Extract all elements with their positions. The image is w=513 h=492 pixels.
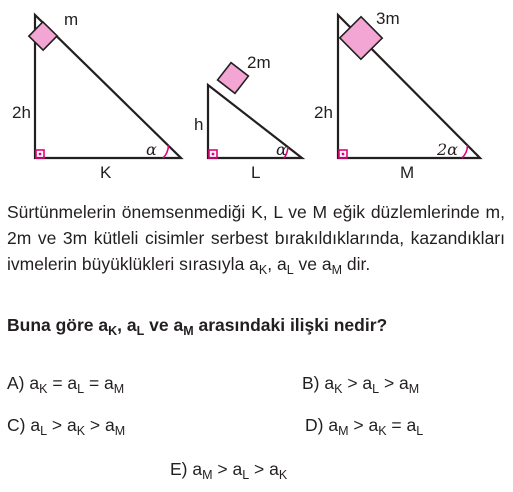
option-a-letter: A) xyxy=(7,373,25,393)
incline-m-right-angle-dot xyxy=(342,153,345,156)
option-d-text-2: > a xyxy=(348,415,379,435)
option-d-sub-2: K xyxy=(378,424,387,438)
option-c-sub-2: K xyxy=(76,424,86,438)
option-a-sub-2: L xyxy=(77,382,85,396)
option-c-sub-3: M xyxy=(114,424,126,438)
option-b-text-3: > a xyxy=(379,373,409,393)
option-e-sub-2: L xyxy=(242,468,250,482)
option-d-sub-1: M xyxy=(338,424,349,438)
option-d[interactable] xyxy=(305,412,423,438)
prompt-text-1: Buna göre a xyxy=(7,315,109,335)
option-a-text-2: = a xyxy=(47,373,78,393)
prompt-sub-3: M xyxy=(183,324,194,338)
option-d-text-3: = a xyxy=(386,415,417,435)
option-a-sub-3: M xyxy=(113,382,125,396)
option-e-text-1: a xyxy=(187,459,203,479)
option-b-letter: B) xyxy=(302,373,320,393)
height-label-m: 2h xyxy=(314,103,333,122)
option-e[interactable] xyxy=(170,456,287,482)
prompt-text-3: ve a xyxy=(144,315,184,335)
option-a-sub-1: K xyxy=(39,382,48,396)
incline-l-right-angle-dot xyxy=(212,153,215,156)
option-a[interactable] xyxy=(7,370,124,396)
question-part2: dir. xyxy=(342,254,371,274)
prompt-sub-1: K xyxy=(108,324,118,338)
option-b[interactable] xyxy=(302,370,419,396)
prompt-text-2: , a xyxy=(117,315,137,335)
option-e-sub-3: K xyxy=(278,468,288,482)
block-2m xyxy=(218,63,249,94)
prompt-sub-2: L xyxy=(136,324,145,338)
question-prompt xyxy=(7,312,387,338)
option-b-text-2: > a xyxy=(342,373,373,393)
option-c-text-1: a xyxy=(25,415,41,435)
option-c-letter: C) xyxy=(7,415,26,435)
incline-m xyxy=(314,9,480,182)
option-c[interactable] xyxy=(7,412,125,438)
incline-l xyxy=(194,53,302,182)
option-e-text-3: > a xyxy=(249,459,279,479)
question-sep2: ve a xyxy=(293,254,332,274)
mass-label-2m: 2m xyxy=(247,53,271,72)
block-m xyxy=(29,22,57,50)
option-e-sub-1: M xyxy=(202,468,213,482)
mass-label-m: m xyxy=(64,10,79,29)
option-b-sub-3: M xyxy=(408,382,420,396)
option-c-sub-1: L xyxy=(40,424,48,438)
option-b-sub-1: K xyxy=(334,382,343,396)
incline-m-angle-arc xyxy=(462,145,468,158)
prompt-text-4: arasındaki ilişki nedir? xyxy=(193,315,388,335)
base-label-k: K xyxy=(100,163,112,182)
height-label-k: 2h xyxy=(12,103,31,122)
option-c-text-3: > a xyxy=(85,415,115,435)
option-e-text-2: > a xyxy=(212,459,243,479)
incline-k xyxy=(12,10,181,182)
option-c-text-2: > a xyxy=(47,415,77,435)
question-sub-m: M xyxy=(331,263,343,277)
option-d-letter: D) xyxy=(305,415,324,435)
incline-k-angle-arc xyxy=(163,145,168,158)
option-a-text-1: a xyxy=(24,373,40,393)
inclined-planes-figure xyxy=(0,0,513,190)
angle-label-m: 2α xyxy=(437,140,458,159)
option-a-text-3: = a xyxy=(84,373,114,393)
option-d-text-1: a xyxy=(323,415,339,435)
option-b-sub-2: L xyxy=(372,382,380,396)
incline-k-right-angle-dot xyxy=(39,153,42,156)
mass-label-3m: 3m xyxy=(376,9,400,28)
angle-label-k: α xyxy=(146,140,157,159)
question-part1: Sürtünmelerin önemsenmediği K, L ve M eğik düzlemlerinde m, 2m ve 3m kütleli cisimler serbest bırakıldıklarında, kazandıkları ivmelerin büyüklükleri sırasıyla a xyxy=(7,202,505,274)
option-d-sub-3: L xyxy=(416,424,424,438)
question-sep1: , a xyxy=(267,254,287,274)
question-sub-l: L xyxy=(286,263,294,277)
angle-label-l: α xyxy=(276,140,287,159)
base-label-m: M xyxy=(400,163,415,182)
option-b-text-1: a xyxy=(319,373,335,393)
question-sub-k: K xyxy=(258,263,268,277)
question-text xyxy=(7,199,505,277)
height-label-l: h xyxy=(194,115,204,134)
base-label-l: L xyxy=(251,163,261,182)
option-e-letter: E) xyxy=(170,459,188,479)
